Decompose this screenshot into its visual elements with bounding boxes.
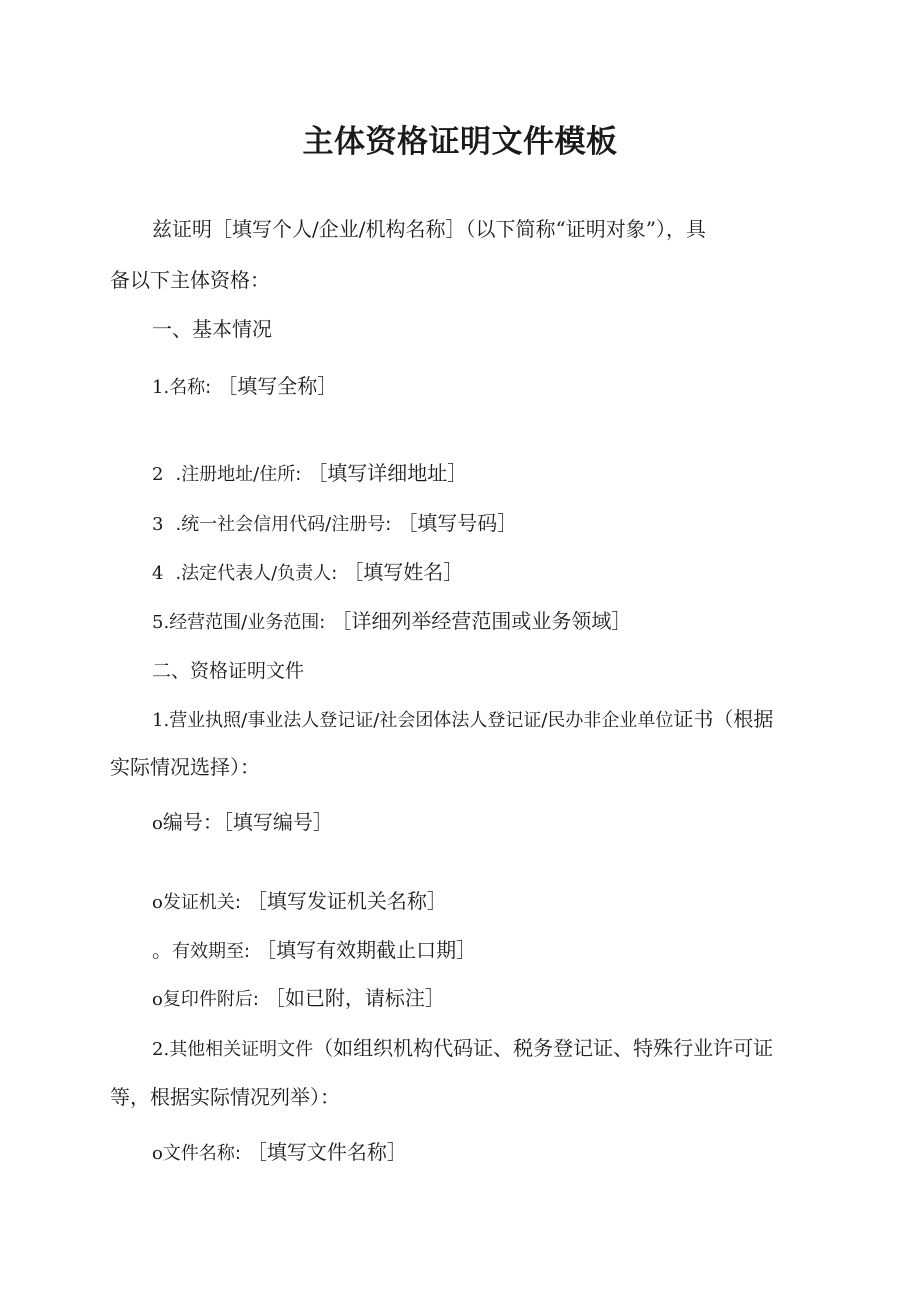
subitem-placeholder: ［填写文件名称］ xyxy=(246,1140,407,1164)
basic-info-item-business-scope xyxy=(152,606,631,638)
bullet: o xyxy=(152,813,163,834)
cert-subitem-number xyxy=(152,807,333,839)
item-number: 1. xyxy=(152,377,170,398)
basic-info-item-address xyxy=(152,458,467,490)
item-label: 营业执照/事业法人登记证/社会团体法人登记证/民办非企业单位 xyxy=(169,710,674,731)
intro-line-2: 备以下主体资格： xyxy=(110,268,270,292)
section-1-heading: 一、基本情况 xyxy=(152,317,272,341)
cert-item-2-line-2: 等，根据实际情况列举）： xyxy=(110,1085,340,1109)
item-number: 2. xyxy=(152,1039,170,1060)
basic-info-item-name xyxy=(152,371,337,403)
subitem-placeholder: ［填写有效期截止口期］ xyxy=(256,938,477,962)
bullet: 。 xyxy=(152,938,172,962)
item-number: 5. xyxy=(152,612,170,633)
cert-item-1-line-1 xyxy=(152,704,773,736)
bullet: o xyxy=(152,1143,163,1164)
cert-subitem-copy xyxy=(152,983,445,1015)
item-number: 2 xyxy=(152,464,164,485)
item-label: .统一社会信用代码/注册号: xyxy=(175,514,392,535)
item-placeholder: ［填写详细地址］ xyxy=(307,461,468,485)
item-placeholder: ［填写号码］ xyxy=(397,511,518,535)
item-label-rest: 证书（根据 xyxy=(673,707,774,731)
item-label: 名称: xyxy=(169,377,212,398)
document-title: 主体资格证明文件模板 xyxy=(302,124,618,160)
item-placeholder: ［填写姓名］ xyxy=(343,560,464,584)
item-number: 4 xyxy=(152,563,164,584)
item-label-rest: （如组织机构代码证、税务登记证、特殊行业许可证 xyxy=(313,1036,774,1060)
item-label: .注册地址/住所: xyxy=(175,464,302,485)
section-2-heading: 二、资格证明文件 xyxy=(152,660,305,682)
cert-subitem-expiry xyxy=(152,935,476,967)
subitem-label: 发证机关: xyxy=(162,892,241,913)
subitem-placeholder: ［如已附，请标注］ xyxy=(264,986,445,1010)
subitem-label: 编号： xyxy=(162,810,223,834)
cert-item-1-line-2: 实际情况选择）： xyxy=(110,755,260,779)
cert-subitem-issuer xyxy=(152,886,447,918)
subitem-label: 文件名称: xyxy=(162,1143,241,1164)
item-number: 1. xyxy=(152,710,170,731)
basic-info-item-legal-rep xyxy=(152,557,463,589)
item-placeholder: ［填写全称］ xyxy=(217,374,338,398)
basic-info-item-credit-code xyxy=(152,508,517,540)
subitem-label: 有效期至: xyxy=(172,941,251,962)
subitem-label: 复印件附后: xyxy=(162,989,259,1010)
item-label: 其他相关证明文件 xyxy=(169,1039,314,1060)
item-label: .法定代表人/负责人: xyxy=(175,563,338,584)
cert-item-2-line-1 xyxy=(152,1033,773,1065)
cert-subitem-file-name xyxy=(152,1137,407,1169)
item-label: 经营范围/业务范围: xyxy=(169,612,326,633)
item-placeholder: ［详细列举经营范围或业务领域］ xyxy=(331,609,632,633)
intro-line-1: 兹证明［填写个人/企业/机构名称］（以下简称“证明对象”），具 xyxy=(152,217,706,241)
bullet: o xyxy=(152,989,163,1010)
subitem-placeholder: ［填写发证机关名称］ xyxy=(246,889,447,913)
subitem-placeholder: ［填写编号］ xyxy=(222,810,333,834)
bullet: o xyxy=(152,892,163,913)
item-number: 3 xyxy=(152,514,164,535)
